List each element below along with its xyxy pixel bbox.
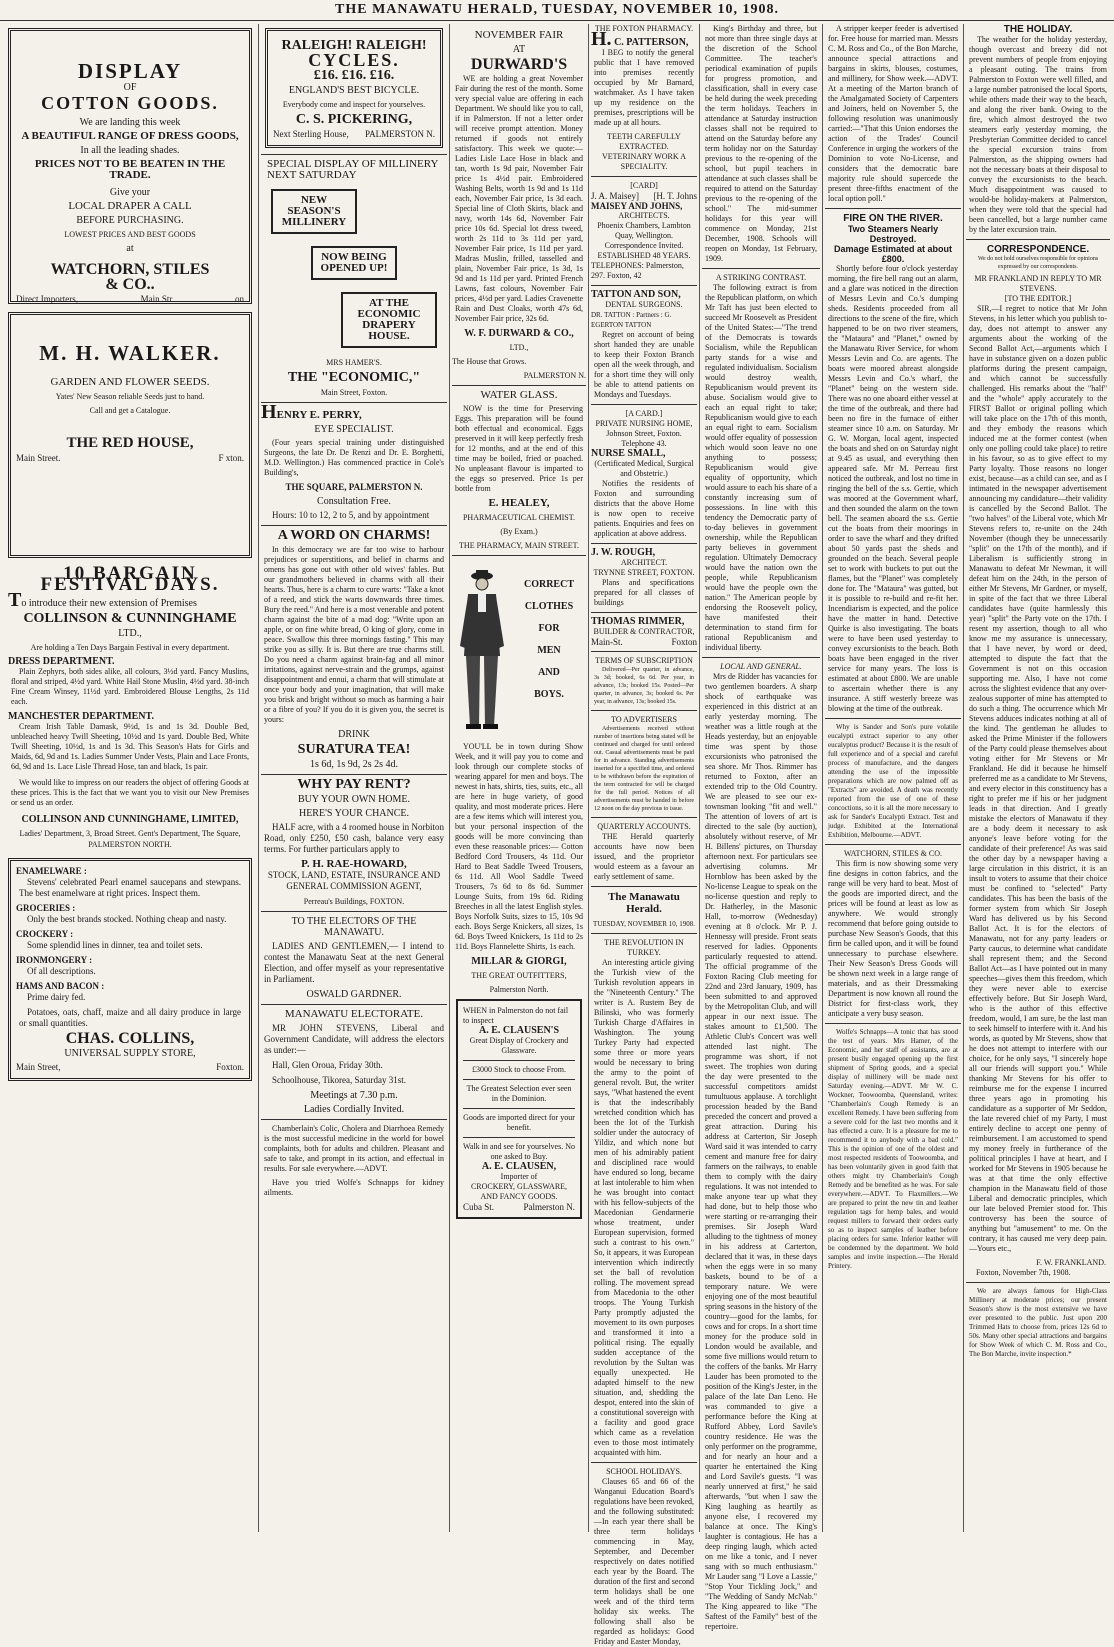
article-text: SIR,—I regret to notice that Mr John Stevens, in his letter which you publish to-day, does not attempt to answer any arguments about the working of the Second Ballot Act,—arguments which I have in substance given on a dozen public platforms during the present campaign, and which cannot be successfully challenged. His remarks about the "half" and the "whole" apply accurately to the FIRST Ballot or original polling which will take place on the 17th of this month, and they embody the reasons which induced me at the former contest (when only one polling could take place) to retire in his favour, so as to give effect to my Party loyalty. Those reasons no longer exist, because—as a child can see, and as I intimated in the newspaper advertisement announcing my candidature—their validity is cancelled by the Second Ballot. The "two halves" of the Liberal vote, which Mr Stevens refers to, re-unite on the 24th November (though they be unnecessarily "split" on the 17th of the month), and if Liberalism is sufficiently strong in Manawatu to defeat Mr Newman, it will defeat him on the 24th, in the person of either Mr Stevens, Mr Gardner, or myself, in spite of the fact that we three Liberal candidates have (quite harmlessly this year) "split" the Party vote on the 17th. I resent my assertion, though to all who know me my assurance is unnecessary, that I have never, by word or deed, attempted to dispute the fact that the Government is not on this occasion supporting me. Also, I have not come across the slightest evidence that any over-zealous supporter of mine has attempted to do such a thing. The occurrence which Mr Stevens adduces indicates nothing at all of the kind. The gentleman he alludes to asked the Prime Minister if the followers of the Party could please themselves about voting either for Mr Stevens or Mr Frankland. He did it because he himself preferred me as a candidate to Mr Stevens, and every elector in this constituency has a right to prefer me if his or her judgment leads in that direction. And I greatly mistake the electors of Manawatu if they are a body deem it necessary to ask anyone's leave before voting for the candidate of their preference! As was said the other day by a newspaper having a large circulation in this district, it is an insult to voters to assume that their choice must be confined to "selected" Party candidates. This has been the basis of the former system from which Sir Joseph Ward has delivered us by his Second Ballot Act. It is for the electors of Manawatu, not for any party leaders or Party caucus, to determine what candidate shall represent them; and the Second Ballot Act—as I have pointed out in many speeches—gives them this freedom, which they were never able to exercise effectively before. But Sir Joseph Ward, who is the author of this effective freedom, would, I am sure, be the last man to seek himself to interfere with it. And his words, as quoted by Mr Stevens, show that he does not attempt to interfere with our choice, for he only says, "I sincerely hope all our friends will support you." While thanking Mr Stevens for his offer to reimburse me for the expense I incurred three years ago in promoting his candidature as a supporter of Mr Seddon, the late revered chief of my Party, I must entirely decline to accept one penny of reimbursement. I am accustomed to spend my money freely in furtherance of the political principles I have at heart, and I worked for Mr Stevens in 1905 because he was at that time the only effective champion in the Manawatu field of those Liberal and democratic principles, which our late beloved Premier stood for. This controversy has been the source of anything but "amusement" to me. On the contrary, it has caused me very deep pain.—Yours etc., (969, 304, 1107, 1253)
divider (463, 1108, 575, 1109)
ad-text: PALMERSTON N. (523, 371, 586, 380)
herald-title: The Manawatu Herald. (608, 891, 680, 915)
ad-box: NEW SEASON'S MILLINERY (271, 189, 357, 234)
rimmer-ad (591, 617, 697, 647)
divider (463, 1137, 575, 1138)
ad-heading: MANAWATU ELECTORATE. (284, 1008, 424, 1020)
column-2 (261, 24, 447, 1532)
ad-text: MRS HAMER'S. (326, 358, 382, 367)
electors-ad (261, 916, 447, 1000)
ad-text: on (235, 294, 244, 304)
signature: F. W. FRANKLAND. (1036, 1258, 1106, 1267)
ad-text: GARDEN AND FLOWER SEEDS. (50, 376, 210, 388)
ad-text: The Greatest Selection ever seen in the Dominion. (466, 1084, 572, 1103)
ad-text: Main Street, Foxton. (320, 388, 388, 397)
ad-text: LOCAL DRAPER A CALL (68, 200, 192, 212)
ad-text: CORRECT (523, 579, 574, 590)
divider (702, 268, 820, 269)
ad-text: Foxton (671, 637, 697, 647)
ad-text: Telephone 43. (621, 439, 667, 448)
chamberlain-ad: Chamberlain's Colic, Cholera and Diarrhoea Remedy is the most successful medicine in the world for bowel complaints, both for adults and children. Pleasant and safe to take, and prompt in its action, and effectual in results. For sale everywhere.—ADVT. (264, 1124, 444, 1173)
article-text: Shortly before four o'clock yesterday morning, the fire bell rang out an alarm, and a glare was noticed in the direction of Messrs Levin and Co.'s dumping sheds. Residents proceeded from all directions to the scene of the fire, which happened to be on two river steamers, the "Mataura" and "Planet," owned by the Manawatu River Service, for whom Messrs Levin and Co. are agents. The boats were moored abreast alongside Messrs Levin and Co.'s wharf, the "Planet" being on the western side. There was no one aboard either vessel at the time of the outbreak, and there had been no fire in the furnace of either steamer since 10 a.m. on Saturday. Mr G. W. Morgan, local agent, inspected the boats and shed on on Saturday night at 9.45 as usual, and everything then appeared safe. Mr M. Perreau first noticed the outbreak, and lost no time in ringing the bell of the s.s. Gertie, which was moored at the Government wharf, and then sounded the alarm on the town bell. The seamen aboard the s.s. Gertie cut the boats from their moorings in order to save the wharf and they drifted about 50 yards past the sheds and grounded on the beach. Several people set to work with buckets to put out the flames, but the "Planet" was completely done for. The "Mataura" was gutted, but it is possible to re-build and re-fit her. Incendiarism is expected, and the police have the matter in hand. Detective Quirke is also investigating. The boats were to have been used yesterday to convey excursionists to the beach. Both boats have been engaged in the river service for many years. The loss is estimated at about £800. We are unable to ascertain whether there is any insurance. A stiff westerly breeze was blowing at the time of the outbreak. (828, 264, 958, 713)
schnapps-ad: Have you tried Wolfe's Schnapps for kidney ailments. (264, 1178, 444, 1197)
ad-firm: MILLAR & GIORGI, (471, 956, 567, 967)
ad-firm: J. W. ROUGH, (591, 547, 656, 558)
ad-text: £3000 Stock to choose From. (472, 1065, 566, 1074)
ad-text: HERE'S YOUR CHANCE. (298, 808, 410, 819)
man-illustration (452, 566, 512, 736)
divider (591, 933, 697, 934)
ad-firm: E. HEALEY, (488, 497, 550, 509)
ad-text: FOR (538, 623, 560, 634)
ad-text: CLOTHES (524, 601, 574, 612)
ad-text: OF (123, 82, 137, 93)
ad-text: Notifies the residents of Foxton and surrounding districts that the above Home is now open to receive patients. Enquiries and fees on application at above address. (594, 479, 694, 538)
article-text: An interesting article giving the Turkish view of the Turkish revolution appears in the "Nineteenth Century." The writer is A. Rustem Bey de Bilinski, who was formerly Turkish Charge d'Affaires in Washington. The young Turkey Party had expected some three or more years would be necessary to bring the army to the point of general revolt. But, the writer says, "What hastened the event is that the indescribably wretched condition which has been the lot of the Turkish soldier under the autocracy of Yildiz, and which none but men of his admirably patient and disciplined race would have endured so long, became at last intolerable to him when he was brought into contact with his fellow-subjects of the Macedonian Gendarmerie whose treatment, under European supervision, formed such a contrast to his own." So, it appears, it was European intervention which indirectly set the ball of revolution rolling. The movement spread from Macedonia to the other troops. The Young Turkish Party promptly adjusted the movement to its own purposes and transformed it into a political rising. The equally sudden acceptance of the revolution by the Sultan was equally unexpected. He adapted himself to the new situation, and, shedding the despot, entered into the skin of a constitutional sovereign with a facility and good grace which came as a revelation even to those most intimately acquainted with him. (594, 958, 694, 1457)
ad-text: Phoenix Chambers, Lambton Quay, Wellington. (597, 221, 691, 240)
article-text: Wolfe's Schnapps—A tonic that has stood the test of years. Mrs Hamer, of the Economic, and her staff of assistants, are at present busily engaged opening up the first shipment of Spring goods, and a special display of millinery will be made next Saturday evening.—ADVT. Mr W. C. Wockner, Toowoomba, Queensland, writes: "Chamberlain's Cough Remedy is an excellent Remedy. I have been suffering from a severe cold for the last two months and it has effected a cure. It is a pleasure for me to recommend it to anybody with a bad cold." This is the opinion of one of the oldest and most respected residents of Toowoomba, and has been voluntarily given in good faith that others might try Chamberlain's Cough Remedy and be benefited as he was. For sale everywhere.—ADVT. To Flaxmillers.—We are prepared to print the new tin and leather regulation tags for hemp bales, and would request millers to forward their orders early so as to inspect samples of leather before placing orders for same. Inferior leather will be condemned by the department. We hold samples and invite inspection.—The Herald Printery. (828, 1028, 958, 1270)
ad-text: Cream Irish Table Damask, 9½d, 1s and 1s 3d. Double Bed, unbleached heavy Twill Sheeting, 10½d and 1s yard. Double Bed, White Twill Sheeting, 10½d, 1s and 1s 3d. This Season's Hats for Girls and Maids, 6d, 9d and 1s. Ladies Summer Under Vests, Plain and Lace Fronts, 6d, 9d and 1s. Lace Lisle Thread Hose, tan and black, 1s pair. (11, 722, 249, 771)
ad-text: MEN (537, 645, 561, 656)
ad-text: Prime dairy fed. (27, 992, 86, 1002)
divider (261, 1004, 447, 1005)
ad-text: THE SQUARE, PALMERSTON N. (285, 482, 423, 492)
ad-text: Ladies' Department, 3, Broad Street. Gent's Department, The Square, PALMERSTON NORTH. (19, 829, 241, 849)
ad-text: EYE SPECIALIST. (314, 424, 394, 435)
ad-heading: TO THE ELECTORS OF THE MANAWATU. (291, 916, 417, 938)
article-heading: SCHOOL HOLIDAYS. (606, 1467, 682, 1476)
ad-text: A BEAUTIFUL RANGE OF DRESS GOODS, (21, 130, 239, 142)
ad-text: (Four years special training under distinguished Surgeons, the late Dr. De Renzi and Dr. E. Borghetti, M.D. Wellington.) Has commenced practice in Cole's Building's, (264, 438, 444, 477)
durward-ad (452, 30, 586, 381)
divider (591, 1462, 697, 1463)
ad-footer (16, 453, 244, 464)
ad-firm: NURSE SMALL, (591, 448, 666, 459)
article-subheading: Two Steamers Nearly Destroyed. (847, 224, 939, 244)
ad-text: Meetings at 7.30 p.m. (310, 1090, 398, 1101)
ad-footer (273, 129, 435, 140)
ad-text: AT (512, 44, 526, 55)
article-heading: LOCAL AND GENERAL. (720, 662, 802, 671)
ad-heading: COTTON GOODS. (41, 93, 219, 113)
ad-text: BOYS. (534, 689, 564, 700)
ad-text: YOU'LL be in town during Show Week, and it will pay you to come and look through our complete stocks of wearing apparel for men and boys. The newest in hats, shirts, ties, suits, etc., all are here in huge variety, of good quality, and most moderate prices. Here are a few items which will interest you, but your personal inspection of the goods will be more convincing than even these reasonable prices:— Cotton Bedford Cord Trousers, 4s 11d. Our Hard to Beat Saddle Tweed Trousers, 6s 11d. All Wool Saddle Tweed Trousers, 7s 6d to 8s 6d. Summer Lounge Suits, from 19s 6d. Riding Breeches in all the latest English styles. Boys Norfolk Suits, sizes to 15, 10s 9d each. Boys Serge Knickers, all sizes, 1s 6d. Boys Tweed Knickers, 1s 11d to 2s 11d. Boys Flannelette Shirts, 1s each. (455, 742, 583, 951)
divider (702, 657, 820, 658)
ad-firm: P. H. RAE-HOWARD, (301, 858, 407, 870)
local-general (702, 662, 820, 1632)
ad-firm: THOMAS RIMMER, (591, 616, 685, 627)
ad-text: Walk in and see for yourselves. No one asked to Buy. (463, 1142, 575, 1161)
masthead: THE MANAWATU HERALD, TUESDAY, NOVEMBER 10, 1908. (0, 2, 1114, 21)
ad-text: NOW is the time for Preserving Eggs. This preparation will be found both effectual and economical. Eggs preserved in it will keep perfectly fresh for 12 months, and at the end of this time may be boiled, fried or poached. No unpleasant flavour is imparted to the eggs so preserved. Price 1s per bottle from (455, 404, 583, 493)
ad-subheading: GROCERIES : (16, 903, 76, 913)
column-5 (702, 24, 820, 1631)
ad-text: Of all descriptions. (27, 966, 96, 976)
article-text: The weather for the holiday yesterday, though overcast and breezy did not prevent numbers of people from enjoying a pleasant outing. The trains from Palmerston to Foxton were well filled, and a large number patronised the local Sports, while others made their way to the beach, and along the river bank. Owing to the fire, which almost destroyed the two steamers early yesterday morning, the Presbyterian Committee decided to cancel the special excursion trains from Palmerston, as the shipping owners had not the necessary boats at their disposal to convey the excursionists to the beach. Much disappointment was caused to would-be holiday-makers at Palmerston, when they were told that the special had been cancelled, but a large number came by the later excursion train. (969, 35, 1107, 234)
ad-heading: RALEIGH! RALEIGH! (281, 38, 427, 53)
ad-text: Consultation Free. (317, 496, 391, 507)
ad-footer (591, 191, 697, 201)
divider (463, 1079, 575, 1080)
ad-text: at (126, 243, 134, 254)
divider (261, 525, 447, 526)
ad-heading: WATER GLASS. (480, 389, 558, 401)
article-text: This firm is now showing some very fine designs in cotton fabrics, and the range will be very hard to beat. Most of the goods are imported direct, and the prices will be found at least as low as anywhere. We would strongly recommend that before going outside to purchase New Season's Goods, that this firm be called upon, and it will be found unnecessary to purchase elsewhere. Their New Season's Dress Goods will be shown next week in a large range of materials, and as their Dressmaking Department is now known all round the District for first-class work, they anticipate a very busy season. (828, 859, 958, 1018)
ad-text: Schoolhouse, Tikorea, Saturday 31st. (272, 1075, 406, 1085)
ad-text: LTD., (118, 628, 142, 639)
divider (825, 844, 961, 845)
ad-firm: SURATURA TEA! (297, 742, 411, 757)
ad-text: Perreau's Buildings, FOXTON. (303, 897, 405, 906)
ad-text: Foxton. (216, 1062, 244, 1072)
ad-text: Give your (109, 187, 151, 198)
terms-notice (591, 656, 697, 706)
ad-text: Main Street. (16, 453, 61, 463)
ad-heading: NOVEMBER FAIR (474, 29, 564, 41)
ad-text: (By Exam.) (500, 527, 538, 536)
ad-text: CROCKERY, GLASSWARE, AND FANCY GOODS. (470, 1182, 568, 1201)
article-text: King's Birthday and three, but not more than three single days at the discretion of the School Committee. The teacher's periodical examination of pupils for progress promotion, and classification, shall in every case be held during the week preceding the term holidays. Teachers in attendance at Saturday instruction classes shall not be required to attend on the Saturday before any term holiday nor on the Saturday previous to the re-opening of the school, but pupil teachers in attendance at such classes shall be required to attend on the Saturday previous to the re-opening of the school." The mid-summer holidays for this year will commence on Monday, 21st December, 1908. Schools will reopen on Monday, 1st February, 1909. (705, 24, 817, 263)
ad-text: LTD., (509, 343, 529, 352)
ad-footer (16, 294, 244, 305)
ad-text: ESTABLISHED 48 YEARS. (597, 251, 691, 260)
column-rule (699, 24, 700, 1532)
ad-text: Regret on account of being short handed they are unable to keep their Foxton Branch open all the week through, and for a short time they will only be able to attend patients on Mondays and Tuesdays. (594, 330, 694, 399)
ad-text: Advertisements received without number of insertions being stated will be continued and charged for until ordered out. Casual advertisements must be paid for in advance. Standing advertisements inserted for a specified time, and ordered to be withdrawn before the expiration of the term contracted for will be charged for the full period. Notices of all advertisements must be handed in before 12 noon on the day previous to issue. (594, 726, 694, 812)
column-rule (588, 24, 589, 1532)
ad-text: PALMERSTON N. (364, 129, 435, 139)
column-6 (825, 24, 961, 1532)
divider (261, 154, 447, 155)
ad-heading: M. H. WALKER. (39, 341, 221, 365)
ad-text: THE GREAT OUTFITTERS, (471, 971, 567, 980)
ad-text: BUY YOUR OWN HOME. (297, 794, 411, 805)
ad-text: WHEN in Palmerston do not fail to inspect (463, 1006, 569, 1025)
ad-text: PRIVATE NURSING HOME, (595, 419, 693, 428)
turkey-article (591, 938, 697, 1458)
ad-firm: TATTON AND SON, (591, 289, 681, 300)
millar-ad (452, 560, 586, 995)
ad-text: PHARMACEUTICAL CHEMIST. (462, 513, 575, 522)
ad-text: BUILDER & CONTRACTOR, (593, 627, 695, 636)
ad-footer (463, 1202, 575, 1212)
ad-text: Direct Importers, (16, 294, 78, 304)
ad-heading: HENRY E. PERRY, (261, 401, 362, 423)
ad-text: Importer of (500, 1172, 538, 1181)
quarterly-notice (591, 822, 697, 882)
ad-text: In this democracy we are far too wise to harbour prejudices or superstitions, and belief in charms and omens has gone out with other old wives' fables. But our grandmothers believed in charms with all their hearts. Thus, here is a charm to cure warts: "Take a knot of a reed, and stick the warts downwards three times. Bury the reed." And here is a most venerable and potent charm against the bite of a mad dog: "Write upon an apple, or on fine white bread, O king of glory, come in peace. Swallow this three mornings fasting." This may strike you as silly. It is. But there are true charms still. Do you need a charm against brain-fag and all minor irritations, against nerve-strain and the grumps, against disappointment and ennui, a charm that will stimulate at once your body and your imagination, that will make you brisk and bright without so much as harming a hair or a fibre of you? If you do it is given you, the secret is yours: (264, 545, 444, 724)
ad-text: Johnson Street, Foxton. (606, 429, 682, 438)
divider (591, 404, 697, 405)
divider (591, 651, 697, 652)
contrast-article (702, 273, 820, 653)
tatton-ad (591, 290, 697, 400)
ad-text: To introduce their new extension of Premises (8, 589, 197, 611)
divider (825, 208, 961, 209)
article-heading: THE HOLIDAY. (1003, 24, 1073, 35)
ad-price: £16. £16. £16. (313, 68, 395, 83)
ad-text: DENTAL SURGEONS. (605, 300, 683, 309)
ad-text: ENGLAND'S BEST BICYCLE. (288, 85, 420, 96)
ad-text: Yates' New Season reliable Seeds just to hand. (55, 392, 205, 401)
ad-firm: THE "ECONOMIC," (287, 370, 421, 385)
ad-footer (16, 1062, 244, 1073)
rent-ad (261, 779, 447, 907)
article-text: A stripper keeper feeder is advertised for. Free house for married man. Messrs C. M. Ross and Co., of the Bon Marche, announce special attractions and bargains in skirts, blouses, costumes, and millinery, for Show week.—ADVT. At a meeting of the Marton branch of the Amalgamated Society of Carpenters and Joiners, held on November 5, the following resolution was unanimously carried:—"That this Union endorses the action of the Trades' Council Conference in urging the workers of the Dominion to vote No-License, and considers that the democratic bare majority rule should supercede the present three-fifths enactment of the local option poll." (828, 24, 958, 203)
article-heading: WATCHORN, STILES & CO. (843, 849, 942, 858)
ad-text: Goods are imported direct for your benefit. (463, 1113, 575, 1132)
ad-text: Call and get a Catalogue. (89, 406, 171, 415)
ad-text: Delivered—Per quarter, in advance, 3s 3d; booked, 6s 6d. Per year, in advance, 13s; booked 15s. Posted—Per quarter, in advance, 3s; booked 6s. Per year, in advance, 13s; booked 15s. (594, 667, 694, 705)
divider (261, 1119, 447, 1120)
ad-text: Everybody come and inspect for yourselves. (282, 100, 426, 109)
ad-heading: A WORD ON CHARMS! (277, 528, 431, 543)
divider (591, 817, 697, 818)
article-text: Clauses 65 and 66 of the Wanganui Education Board's regulations have been revoked, and the following substituted:—In each year there shall be three term holidays commencing in May, September, and December respectively on dates notified each year by the Board. The duration of the first and second term holidays shall be one week and of the third term holiday six weeks. The following shall also be regarded as holidays: Good Friday and Easter Monday, (594, 1477, 694, 1646)
ad-text: Great Display of Crockery and Glassware. (469, 1036, 569, 1055)
ad-text: J. A. Maisey] (591, 191, 639, 201)
ad-box: NOW BEING OPENED UP! (311, 246, 397, 280)
column-rule (258, 24, 259, 1532)
ad-heading: 10 BARGAIN FESTIVAL DAYS. (40, 563, 220, 595)
ad-text: Correspondence Invited. (604, 241, 684, 250)
divider (591, 612, 697, 613)
ad-text: Are holding a Ten Days Bargain Festival in every department. (30, 643, 230, 652)
ad-text: Some splendid lines in dinner, tea and toilet sets. (27, 940, 203, 950)
ad-text: The House that Grows. (452, 357, 527, 366)
dateline: Foxton, November 7th, 1908. (976, 1268, 1071, 1277)
ad-text: STOCK, LAND, ESTATE, INSURANCE AND GENERAL COMMISSION AGENT, (267, 870, 441, 891)
divider (452, 555, 586, 556)
ad-text: HALF acre, with a 4 roomed house in Norbiton Road, only £250, £50 cash, balance very easy terms. For further particulars apply to (264, 822, 444, 854)
correspondence (966, 244, 1110, 1278)
divider (825, 718, 961, 719)
ad-text: ARCHITECTS. (618, 211, 670, 220)
divider (591, 176, 697, 177)
ad-text: LADIES AND GENTLEMEN,— I intend to contest the Manawatu Seat at the next General Election, and offer myself as your representative in Parliament. (264, 941, 444, 984)
ad-firm: CHAS. COLLINS, (65, 1030, 195, 1047)
article-note: [TO THE EDITOR.] (1004, 294, 1072, 303)
ad-text: F xton. (218, 453, 244, 463)
ad-heading: THE RED HOUSE, (66, 435, 194, 451)
ad-text: Ladies Cordially Invited. (303, 1104, 405, 1115)
ad-text: We would like to impress on our readers the object of offering Goods at these prices. This is the fact that we want you to visit our New Premises or send us an order. (11, 778, 249, 807)
ad-text: Plain Zephyrs, both sides alike, all colours, 3½d yard. Fancy Muslins, floral and striped, 4½d yard. White Hail Stone Muslin, 4½d yard. 38-inch Fine Cream Winsey, 11½d yard. Embroidered Blouse Lengths, 2s 11d each. (11, 667, 249, 706)
article-note: We do not hold ourselves responsible for opinions expressed by our correspondents. (977, 256, 1099, 270)
article-heading: THE REVOLUTION IN TURKEY. (604, 938, 684, 957)
ad-text: OSWALD GARDNER. (306, 989, 402, 1000)
article-text: We are always famous for High-Class Millinery at moderate prices; our present Season's show is the most extensive we have ever presented to the public. Just upon 200 Trimmed Hats to choose from, prices 12s 6d to 50s. Many other special attractions and bargains for Show Week of which C. M. Ross and Co., The Bon Marche, invite inspection.* (969, 1287, 1107, 1358)
ad-text: (Certificated Medical, Surgical and Obstetric.) (594, 459, 694, 478)
divider (966, 239, 1110, 240)
ad-text: [H. T. Johns (653, 191, 697, 201)
ad-text: Next Sterling House, (273, 129, 349, 139)
ad-text: MR JOHN STEVENS, Liberal and Government Candidate, will address the electors as under:— (264, 1023, 444, 1055)
column-rule (963, 24, 964, 1532)
bargain-ad (8, 563, 252, 850)
ad-firm: W. F. DURWARD & CO., (464, 328, 574, 339)
ad-text: Only the best brands stocked. Nothing cheap and nasty. (27, 914, 227, 924)
stevens-ad (261, 1009, 447, 1115)
collins-ad (8, 858, 252, 1081)
ad-firm: COLLINSON & CUNNINGHAME (23, 611, 237, 626)
divider (261, 774, 447, 775)
divider (261, 402, 447, 403)
watchorn-article (825, 849, 961, 1019)
divider (825, 1023, 961, 1024)
nurse-ad (591, 409, 697, 539)
divider (463, 1060, 575, 1061)
ad-subheading: HAMS AND BACON : (16, 981, 105, 991)
walker-ad (8, 312, 252, 558)
ad-text: In all the leading shades. (80, 145, 180, 156)
maisey-ad (591, 181, 697, 281)
ad-firm: C. S. PICKERING, (295, 112, 413, 127)
ad-text: 1s 6d, 1s 9d, 2s 2s 4d. (309, 759, 399, 770)
ad-text: Palmerston North. (489, 985, 549, 994)
ad-text: Plans and specifications prepared for all classes of buildings (594, 578, 694, 607)
column-1 (4, 24, 256, 1532)
ad-subheading: ENAMELWARE : (16, 866, 87, 876)
school-article (591, 1467, 697, 1647)
economic-ad (261, 159, 447, 398)
ad-subheading: IRONMONGERY : (16, 955, 93, 965)
ad-firm: MAISEY AND JOHNS, (591, 201, 683, 211)
ad-text: Palmerston N. (523, 1202, 575, 1212)
ad-subheading: DRESS DEPARTMENT. (8, 656, 115, 667)
ad-text: Main Street, (16, 1062, 61, 1072)
ad-box: AT THE ECONOMIC DRAPERY HOUSE. (341, 292, 437, 348)
ad-text: Hours: 10 to 12, 2 to 5, and by appointment (272, 510, 430, 520)
ad-text: Main-St. (591, 637, 623, 647)
clausen-ad (456, 999, 582, 1219)
ad-heading: TERMS OF SUBSCRIPTION (595, 656, 693, 665)
article-subheading: Damage Estimated at about £800. (833, 244, 953, 264)
ad-text: I BEG to notify the general public that I have removed into premises recently occupied by Mr Barnard, watchmaker. As I have taken up my residence on the premises, prescriptions will be made up at all hours. (594, 48, 694, 127)
ad-firm: & CO.. (105, 276, 155, 293)
water-glass-ad (452, 390, 586, 551)
divider (452, 385, 586, 386)
ad-heading: CYCLES. (308, 50, 400, 70)
ad-firm: A. E. CLAUSEN, (481, 1161, 557, 1172)
ad-firm: WATCHORN, STILES (50, 261, 210, 278)
sander-ad: Why is Sander and Son's pure volatile eucalypti extract superior to any other eucalyptus product? Because it is the result of full experience and of a special and careful process of manufacture, and the dangers attending the use of the impossible preparations which are now palmed off as "Extracts" are avoided. A death was recently reported from the use of one of these concoctions, so it is all the more necessary to ask for Sander's Eucalypti Extract. Test and judge. Exhibited at the International Exhibition, Melbourne.—ADVT. (828, 723, 958, 839)
man-figure-icon (452, 566, 512, 736)
article-text: The following extract is from the Republican platform, on which Mr Taft has just been elected to succeed Mr Roosevelt as President of the United States:—"The trend of the Democrats is towards Socialism, while the Republican party stands for a wise and regulated individualism. Socialism would destroy wealth, Republicanism would prevent its abuse. Socialism would give to each an equal right to take; Republicanism would give to each an equal right to earn. Socialism would offer equality of possession which would soon leave no one anything to possess; Republicanism would give equality of opportunity, which would assure to each his share of a constantly increasing sum of possessions. In line with this tendency the Democratic party of to-day believes in government ownership, while the Republican party believes in government regulation. Ultimately Democracy would have the nation own the people, while Republicanism would have the people own the nation." The American people by endorsing the Roosevelt policy, have manifested their determination to stand firm for rational Republicanism and individual liberty. (705, 283, 817, 652)
divider (591, 710, 697, 711)
ad-firm: COLLINSON AND CUNNINGHAME, LIMITED, (21, 814, 239, 825)
ad-text: Stevens' celebrated Pearl enamel saucepans and stewpans. The best enamelware at right prices. Inspect them. (19, 877, 241, 898)
ad-text: UNIVERSAL SUPPLY STORE, (64, 1048, 196, 1059)
patterson-ad (591, 24, 697, 172)
holiday-article (966, 24, 1110, 235)
ad-subheading: MANCHESTER DEPARTMENT. (8, 711, 154, 722)
ad-text: Potatoes, oats, chaff, maize and all dairy produce in large or small quantities. (19, 1007, 241, 1028)
ad-firm: DURWARD'S (470, 56, 568, 73)
article-subheading: MR FRANKLAND IN REPLY TO MR STEVENS. (974, 274, 1102, 293)
divider (591, 285, 697, 286)
ad-firm: A. E. CLAUSEN'S (478, 1025, 560, 1036)
column-3 (452, 24, 586, 1532)
column-rule (449, 24, 450, 1532)
ad-text: TELEPHONES: Palmerston, 297. Foxton, 42 (591, 261, 684, 280)
article-heading: FIRE ON THE RIVER. (843, 213, 943, 224)
article-text: Mrs de Ridder has vacancies for two gentlemen boarders. A sharp shock of earthquake was experienced in this district at an early yesterday morning. The weather was a little rough at the Heads yesterday, but an enjoyable time was spent by those excursionists who patronised the sea shore. Mr Thos. Rimmer has returned to Foxton, after an extended trip to the Old Country. We are pleased to see our ex-townsman looking "fit and well." The attention of lovers of art is directed to the sale (by auction), absolutely without reserve, of Mr H. Billens' pictures, on Thursday afternoon next. For particulars see advertising columns. Mr Hornblow has been asked by the No-license League to speak on the no-license question and reply to Dr. Hatherley, in the Masonic Hall, to-morrow (Wednesday) evening at 8 o'clock. Mr P. J. Hennessy will preside. Front seats reserved for ladies. Opponents particularly requested to attend. The official programme of the Foxton Racing Club meeting for 22nd and 23rd January, 1909, has been submitted to and approved by the Metropolitan Club, and will appear in our next issue. The stakes amount to £1,500. The Athletic Club's Concert was well attended last night. The programme was short, if not sweet. The trophies won during the day were presented to the successful competitors amidst tumultuous applause. A torchlight procession headed by the Band preceded the concert and proved a great attraction. During his address at Carterton, Sir Joseph Ward said it was intended to carry cement and manure free for dairy farmers on the railways, to enable them to comply with the dairy regulations. It was not intended to make anyone tear up what they had done, but to help those who were starting or re-arranging their premises. Sir Joseph Ward alluding to the tightness of money in his address at Carterton, declared that it was, in these days when the eggs were in so many baskets, bound to be of a temporary nature. We were enjoying one of the most beautiful spring seasons in the history of the country—good for the lambs, for cows and for crops. In a short time money for the produce sold in London would be available, and some five millions would return to the coffers of the banks. Mr Harry Lauder has been promoted to the position of the King's Jester, in the palace of the late Dan Leno. He was commanded to give a performance before the King at Rufford Abbey, Lord Savile's country residence. He was the only performer on the programme, and for nearly an hour and a quarter he entertained the King and Lord Savile's guests. "I was nearly unnerved at first," he said afterwards, "but when I saw the King laughing as heartily as anyone else, I recovered my balance at once. The King's laughter is contagious. He has a deep ringing laugh, which acted on me like a tonic, and I never sang with so much enthusiasm." Mr Lauder sang "I Love a Lassie," "Stop Your Tickling Jock," and "The Wedding of Sandy McNab." The King appeared to like "The Saftest of the Family" best of the repertoire. (705, 672, 817, 1631)
ad-text: Main Str (140, 294, 173, 304)
ad-heading: SPECIAL DISPLAY OF MILLINERY NEXT SATURDAY (267, 158, 439, 181)
divider (261, 911, 447, 912)
ad-text: WE are holding a great November Fair during the rest of the month. Some very special value are offering in each Department. We should like you to call, if in Palmerston. If not a letter order will receive prompt attention. Money returned if goods not entirely satisfactory. This week we quote:— Ladies Lisle Lace Hose in black and tan, worth 1s 9d pair, November Fair price 1s 4½d pair. Embroidered Washing Belts, worth 1s 9d and 1s 11d each, November Fair price, 1s 3d each. Special line of Cloth Skirts, black and navy, worth 14s 6d, November Fair price 10s 6d. Special lot dress tweed, worth 2s 11d to 3s 11d per yard, November Fair price, 1s 11d per yard. Madras Muslin, frilled, tasselled and plain, November Fair price, 1s 3d, 1s 9d and 1s 11d per yard. Printed French Lawns, fast colours, November Fair prices, 4½d per yard. Ladies Cravenette Rain and Dust Cloaks, worth 47s 6d, November Fair price, 32s 6d. (455, 74, 583, 323)
ad-text: Cuba St. (463, 1202, 495, 1212)
divider (591, 886, 697, 887)
raleigh-ad (265, 28, 443, 148)
ad-text: THE PHARMACY, MAIN STREET. (459, 541, 579, 550)
divider (591, 543, 697, 544)
fire-article (825, 213, 961, 714)
ad-heading: TO ADVERTISERS (611, 715, 677, 724)
ad-text: TEETH CAREFULLY EXTRACTED. VETERINARY WORK A SPECIALITY. (602, 132, 686, 171)
herald-date: TUESDAY, NOVEMBER 10, 1908. (593, 920, 695, 928)
divider (966, 1282, 1110, 1283)
rough-ad (591, 548, 697, 608)
column-rule (822, 24, 823, 1532)
ad-text: LOWEST PRICES AND BEST GOODS (64, 230, 196, 239)
ad-text: PRICES NOT TO BE BEATEN IN THE TRADE. (34, 158, 226, 181)
article-heading: CORRESPONDENCE. (986, 244, 1090, 255)
ad-text: AND (538, 667, 560, 678)
ad-text: DRINK (338, 729, 370, 740)
ad-text: Hall, Glen Oroua, Friday 30th. (272, 1060, 383, 1070)
ad-text: THE Herald quarterly accounts have now been issued, and the proprietor would esteem as a favour an early settlement of same. (594, 832, 694, 881)
column-7 (966, 24, 1110, 1532)
article-heading: A STRIKING CONTRAST. (715, 273, 807, 282)
ad-text: THE FOXTON PHARMACY. (594, 24, 694, 33)
advertisers-notice (591, 715, 697, 813)
ad-text: DR. TATTON : Partners : G. EGERTON TATTON (591, 311, 672, 329)
charms-ad (261, 530, 447, 770)
ad-heading: WHY PAY RENT? (297, 777, 411, 792)
ad-footer (591, 637, 697, 647)
ad-text: ARCHITECT. (620, 558, 668, 567)
display-cotton-ad (8, 28, 252, 304)
perry-ad (261, 401, 447, 521)
column-4 (591, 24, 697, 1646)
ad-text: We are landing this week (79, 117, 181, 128)
ad-text: [A CARD.] (625, 409, 663, 418)
ad-subheading: CROCKERY : (16, 929, 74, 939)
ad-text: BEFORE PURCHASING. (76, 215, 184, 226)
ad-text: TRYNNE STREET, FOXTON. (593, 568, 695, 577)
ad-text: [CARD] (630, 181, 658, 190)
ad-heading: DISPLAY (77, 59, 183, 83)
ad-firm: H. C. PATTERSON, (591, 28, 689, 50)
ad-heading: QUARTERLY ACCOUNTS. (597, 822, 691, 831)
